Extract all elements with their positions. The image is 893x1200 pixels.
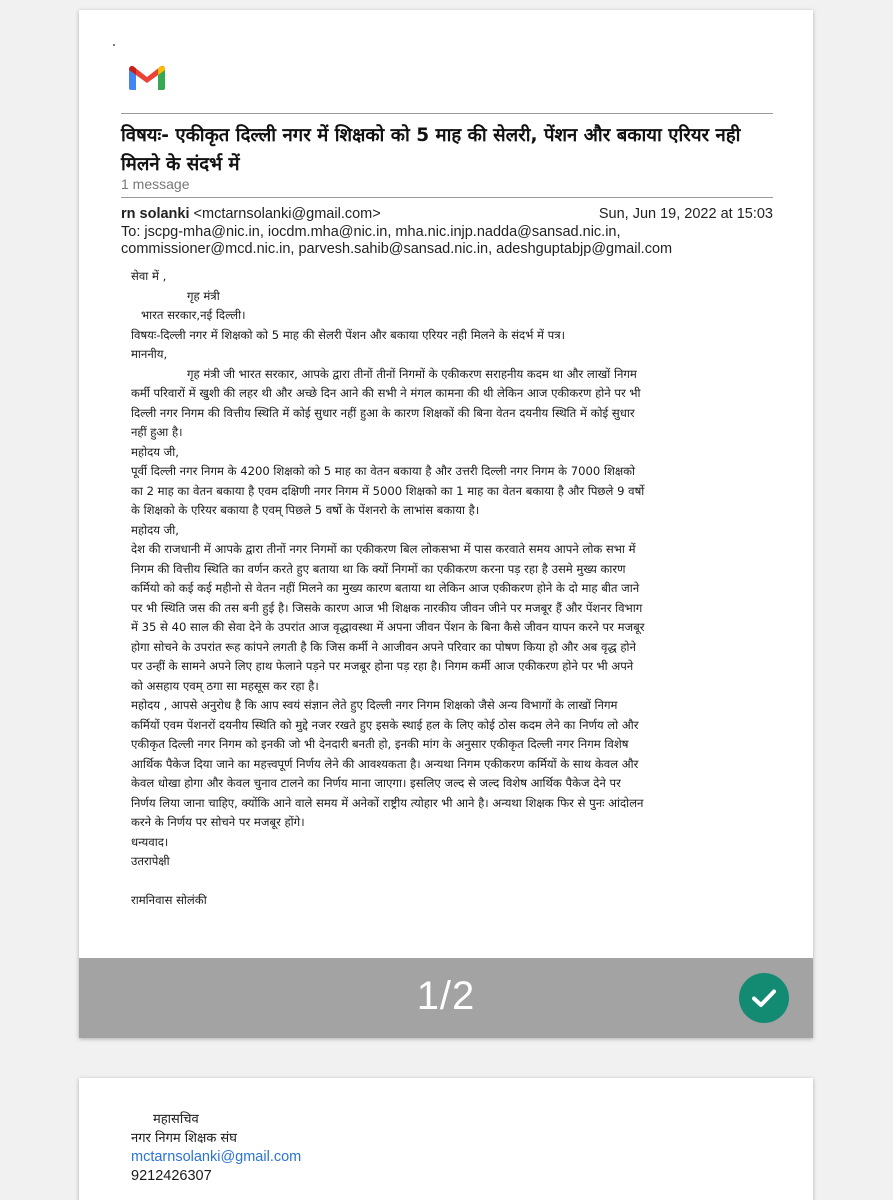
body-line: महोदय जी, [131, 444, 179, 459]
check-button[interactable] [739, 973, 789, 1023]
body-line: रामनिवास सोलंकी [131, 893, 207, 907]
gmail-logo-icon [127, 62, 167, 92]
body-line: पर उन्हीं के सामने अपने लिए हाथ फेलाने पड़ने पर मजबूर होना पड़ रहा है। निगम कर्मी आज एकीकरण होने पर भी अपने [131, 659, 634, 673]
pdf-page-1 [79, 10, 813, 1038]
body-line: भारत सरकार,नई दिल्ली। [141, 308, 246, 322]
pdf-page-2 [79, 1078, 813, 1200]
signature-email-link[interactable]: mctarnsolanki@gmail.com [131, 1149, 302, 1165]
subject-divider [121, 197, 773, 198]
body-line: देश की राजधानी में आपके द्वारा तीनों नगर निगमों का एकीकरण बिल लोकसभा में पास करवाते समय आपने लोक सभा में [131, 542, 636, 556]
body-line: धन्यवाद। [131, 834, 169, 849]
body-line: पर भी स्थिति जस की तस बनी हुई है। जिसके कारण आज भी शिक्षक नारकीय जीवन जीने पर मजबूर हैं और पेंशनर विभाग [131, 600, 643, 615]
body-line: होगा सोचने के उपरांत रूह कांपने लगती है कि जिस कर्मी ने आजीवन अपने परिवार का पोषण किया हो और अब वृद्ध होने [131, 639, 636, 654]
body-line: एकीकृत दिल्ली नगर निगम को इनकी जो भी देनदारी बनती हो, इनकी मांग के अनुसार एकीकृत दिल्ली नगर निगम विशेष [131, 737, 629, 751]
body-line: कर्मियो को कई कई महीनो से वेतन नहीं मिलने का मुख्य कारण बताया था लेकिन आज एकीकरण होने के दो माह बीत जाने [131, 581, 640, 595]
email-subject: विषयः- एकीकृत दिल्ली नगर में शिक्षको को 5 माह की सेलरी, पेंशन और बकाया एरियर नही मिलने के संदर्भ में [121, 125, 741, 175]
body-line: विषयः-दिल्ली नगर में शिक्षको को 5 माह की सेलरी पेंशन और बकाया एरियर नही मिलने के संदर्भ में पत्र। [131, 327, 566, 342]
message-count: 1 message [121, 176, 190, 192]
body-line: गृह मंत्री [187, 288, 220, 303]
sender-name: rn solanki [121, 206, 190, 222]
sender [121, 206, 381, 224]
body-line: निर्णय लिया जाना चाहिए, क्योंकि आने वाले समय में अनेकों राष्ट्रीय त्योहार भी आने है। अन्यथा शिक्षक फिर से पुनः आंदोलन [131, 795, 644, 810]
body-line: नहीं हुआ है। [131, 425, 183, 439]
body-line [131, 872, 753, 892]
body-line: करने के निर्णय पर सोचने पर मजबूर होंगे। [131, 815, 305, 829]
email-signature [131, 1110, 301, 1186]
recipients-line: commissioner@mcd.nic.in, parvesh.sahib@sansad.nic.in, adeshguptabjp@gmail.com [121, 241, 673, 257]
body-line: केवल धोखा होगा और केवल चुनाव टालने का निर्णय माना जाएगा। इसलिए जल्द से जल्द विशेष आर्थिक पैकेज देने पर [131, 776, 621, 790]
body-line: महोदय , आपसे अनुरोध है कि आप स्वयं संज्ञान लेते हुए दिल्ली नगर निगम शिक्षको जैसे अन्य विभागों के लाखों निगम [131, 698, 618, 712]
body-line: महोदय जी, [131, 522, 179, 537]
body-line: कर्मी परिवारों में खुशी की लहर थी और अच्छे दिन आने की सभी ने मंगल कामना की थी लेकिन आज एकीकरण होने पर भी [131, 386, 641, 400]
signature-org: नगर निगम शिक्षक संघ [131, 1131, 237, 1146]
sender-email: <mctarnsolanki@gmail.com> [193, 206, 381, 222]
signature-phone: 9212426307 [131, 1168, 212, 1184]
body-line: आर्थिक पैकेज दिया जाने का महत्त्वपूर्ण निर्णय लेने की आवश्यकता है। अन्यथा निगम एकीकरण कर्मियों के साथ केवल और [131, 756, 639, 771]
email-body [131, 267, 753, 911]
body-line: के शिक्षको के एरियर बकाया है एवम् पिछले 5 वर्षो के पेंशनरो के लाभांस बकाया है। [131, 503, 480, 517]
body-line: गृह मंत्री जी भारत सरकार, आपके द्वारा तीनों तीनों निगमों के एकीकरण सराहनीय कदम था और लाखों निगम [187, 366, 637, 381]
body-line: पूर्वी दिल्ली नगर निगम के 4200 शिक्षको को 5 माह का वेतन बकाया है और उत्तरी दिल्ली नगर निगम के 7000 शिक्षको [131, 464, 636, 478]
page-number: 1/2 [416, 974, 476, 1018]
body-line: दिल्ली नगर निगम की वित्तीय स्थिति में कोई सुधार नहीं हुआ के कारण शिक्षकों की बिना वेतन दयनीय स्थिति में कोई सुधार [131, 405, 635, 420]
email-date: Sun, Jun 19, 2022 at 15:03 [598, 206, 773, 222]
body-line: माननीय, [131, 347, 168, 361]
body-line: सेवा में , [131, 269, 167, 283]
body-line: निगम की वित्तीय स्थिति का वर्णन करते हुए बताया था कि क्यों निगमों का एकीकरण करना पड़ रहा है उसमे मुख्य कारण [131, 561, 626, 576]
email-meta [121, 206, 773, 259]
page-indicator-bar [79, 958, 813, 1038]
body-line: उतरापेक्षी [131, 854, 170, 868]
body-line: को असहाय एवम् ठगा सा महसूस कर रहा है। [131, 678, 319, 693]
header-divider [121, 113, 773, 114]
page-mark [113, 44, 115, 46]
recipients-line: To: jscpg-mha@nic.in, iocdm.mha@nic.in, mha.nic.injp.nadda@sansad.nic.in, [121, 223, 621, 240]
check-circle-icon [749, 983, 779, 1013]
from-row [121, 206, 773, 224]
body-line: में 35 से 40 साल की सेवा देने के उपरांत आज वृद्धावस्था में अपना जीवन पेंशन के बिना कैसे जीवन यापन करने पर मजबूर [131, 620, 645, 634]
body-line: कर्मियों एवम पेंशनरों दयनीय स्थिति को मुद्दे नजर रखते हुए इसके स्थाई हल के लिए कोई ठोस कदम लेने का निर्णय लो और [131, 717, 639, 732]
body-line: का 2 माह का वेतन बकाया है एवम दक्षिणी नगर निगम में 5000 शिक्षको का 1 माह का वेतन बकाया है और पिछले 9 वर्षो [131, 483, 645, 498]
signature-title: महासचिव [153, 1112, 199, 1127]
